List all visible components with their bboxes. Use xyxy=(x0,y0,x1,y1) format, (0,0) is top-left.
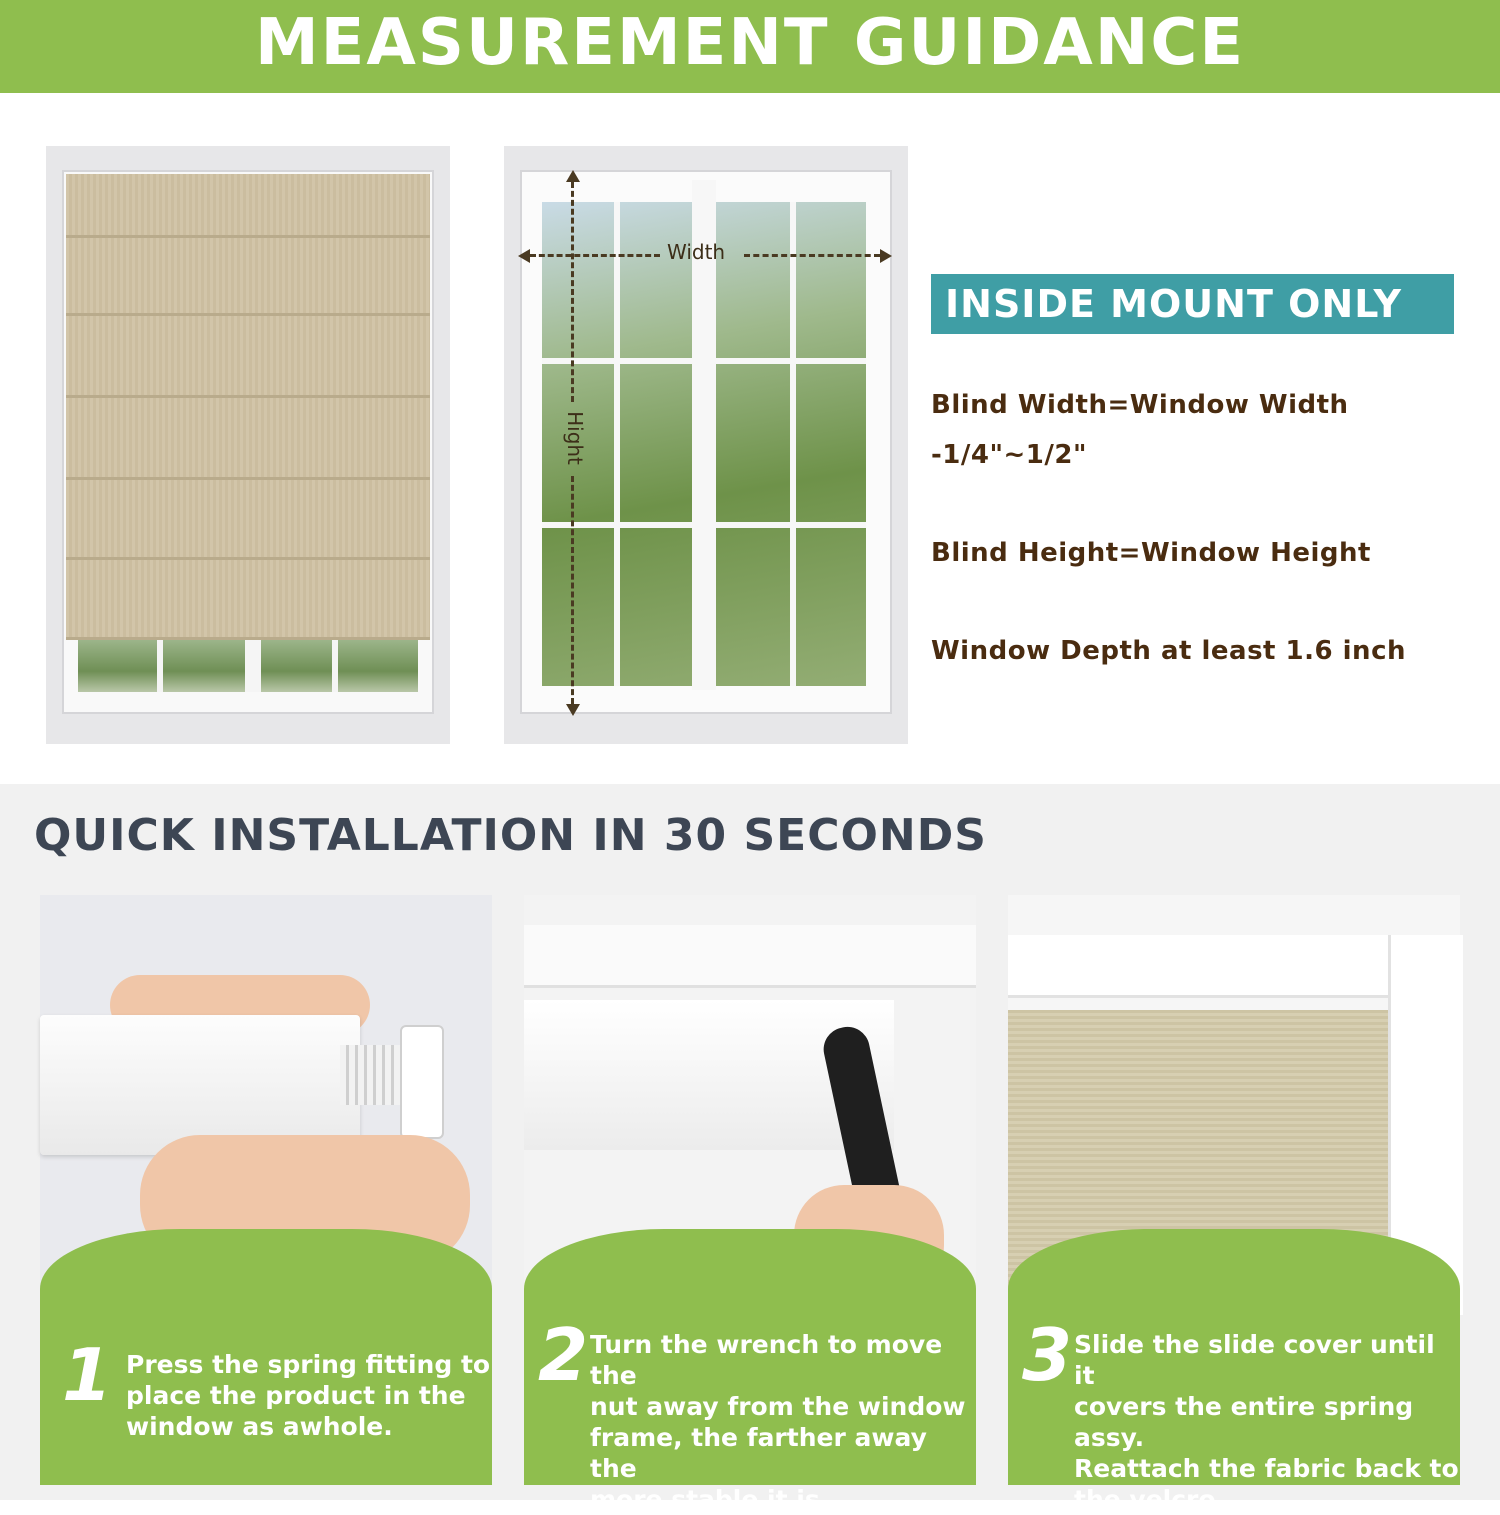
inside-mount-label: INSIDE MOUNT ONLY xyxy=(945,282,1403,326)
arrow-right-icon xyxy=(880,249,892,263)
shade-fold xyxy=(66,238,430,316)
page-title: MEASUREMENT GUIDANCE xyxy=(254,6,1246,80)
window-muntin xyxy=(542,522,866,528)
step-2-text-line: nut away from the window xyxy=(590,1392,966,1421)
step-2-text xyxy=(590,1329,976,1515)
window-muntin xyxy=(542,358,866,364)
height-dimension-line xyxy=(571,476,574,704)
installation-title: QUICK INSTALLATION IN 30 SECONDS xyxy=(34,810,987,861)
step-1-text-line: Press the spring fitting to xyxy=(126,1350,491,1379)
height-label: Hight xyxy=(562,411,587,465)
mullion xyxy=(157,640,163,692)
shade-fold xyxy=(66,174,430,238)
step-1-text-line: window as awhole. xyxy=(126,1412,393,1441)
window-muntin xyxy=(790,202,796,686)
shade-fold xyxy=(66,398,430,480)
height-rule: Blind Height=Window Height xyxy=(931,538,1371,568)
shade-fold xyxy=(66,480,430,560)
window-muntin xyxy=(614,202,620,686)
spring-end-cap xyxy=(400,1025,444,1139)
step-3-text-line: Slide the slide cover until it xyxy=(1074,1330,1435,1390)
arrow-down-icon xyxy=(566,704,580,716)
step-3-text xyxy=(1074,1329,1460,1515)
blind-headrail xyxy=(40,1015,360,1155)
step-3-text-line: covers the entire spring assy. xyxy=(1074,1392,1414,1452)
height-dimension-line xyxy=(571,182,574,402)
width-dimension-line xyxy=(744,254,880,257)
step-3-text-line: the velcro xyxy=(1074,1485,1216,1514)
arrow-left-icon xyxy=(518,249,530,263)
mullion xyxy=(332,640,338,692)
step-2-text-line: frame, the farther away the xyxy=(590,1423,927,1483)
step-card-2 xyxy=(524,895,976,1514)
step-card-3 xyxy=(1008,895,1460,1514)
step-1-number: 1 xyxy=(62,1333,113,1417)
step-3-number: 3 xyxy=(1022,1313,1073,1397)
width-rule-line1: Blind Width=Window Width xyxy=(931,390,1349,420)
step-2-text-line: more stable it is. xyxy=(590,1485,830,1514)
step-1-text xyxy=(126,1349,490,1442)
arrow-up-icon xyxy=(566,170,580,182)
shade-fold xyxy=(66,316,430,398)
step-3-text-line: Reattach the fabric back to xyxy=(1074,1454,1459,1483)
step-2-number: 2 xyxy=(538,1313,589,1397)
width-dimension-line xyxy=(530,254,660,257)
width-rule-line2: -1/4"~1/2" xyxy=(931,440,1088,470)
step-card-1 xyxy=(40,895,492,1485)
window-frame-top xyxy=(524,925,976,988)
step-2-text-line: Turn the wrench to move the xyxy=(590,1330,943,1390)
depth-rule: Window Depth at least 1.6 inch xyxy=(931,636,1406,666)
step-1-text-line: place the product in the xyxy=(126,1381,466,1410)
mullion xyxy=(245,640,261,692)
width-label: Width xyxy=(667,240,726,264)
shade-fold xyxy=(66,560,430,640)
